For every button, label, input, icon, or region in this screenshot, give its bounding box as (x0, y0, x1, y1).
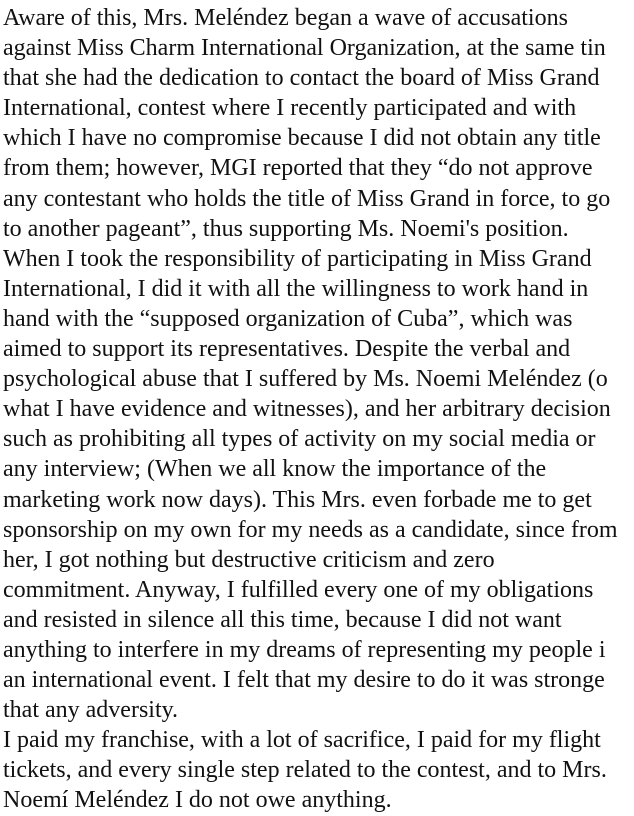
text-line: her, I got nothing but destructive criticism and zero (3, 546, 495, 573)
text-line: psychological abuse that I suffered by Ms. Noemi Meléndez (o (3, 366, 608, 393)
text-line: hand with the “supposed organization of Cuba”, which was (3, 305, 573, 332)
text-line: International, contest where I recently participated and with (3, 95, 577, 122)
text-line: such as prohibiting all types of activity on my social media or (3, 426, 596, 453)
text-line: and resisted in silence all this time, because I did not want (3, 606, 562, 633)
text-line: When I took the responsibility of participating in Miss Grand (3, 245, 592, 272)
text-line: any contestant who holds the title of Miss Grand in force, to go (3, 185, 611, 212)
text-line: from them; however, MGI reported that they “do not approve (3, 155, 593, 182)
text-line: sponsorship on my own for my needs as a candidate, since from (3, 516, 618, 543)
text-line: that any adversity. (3, 697, 179, 724)
text-line: International, I did it with all the willingness to work hand in (3, 275, 589, 302)
statement-text (3, 3, 634, 816)
text-line: Noemí Meléndez I do not owe anything. (3, 787, 392, 814)
text-line: anything to interfere in my dreams of representing my people i (3, 636, 606, 663)
text-line: an international event. I felt that my desire to do it was stronge (3, 667, 605, 694)
text-line: commitment. Anyway, I fulfilled every one of my obligations (3, 576, 594, 603)
text-line: I paid my franchise, with a lot of sacrifice, I paid for my flight (3, 727, 601, 754)
text-line: to another pageant”, thus supporting Ms. Noemi's position. (3, 215, 569, 242)
text-line: against Miss Charm International Organization, at the same tin (3, 35, 606, 62)
text-line: tickets, and every single step related to the contest, and to Mrs. (3, 757, 607, 784)
text-line: any interview; (When we all know the importance of the (3, 456, 547, 483)
text-line: marketing work now days). This Mrs. even forbade me to get (3, 486, 592, 513)
text-line: that she had the dedication to contact the board of Miss Grand (3, 65, 600, 92)
text-line: Aware of this, Mrs. Meléndez began a wave of accusations (3, 5, 568, 31)
text-line: aimed to support its representatives. Despite the verbal and (3, 336, 571, 363)
text-line: which I have no compromise because I did not obtain any title (3, 125, 601, 152)
text-line: what I have evidence and witnesses), and her arbitrary decision (3, 396, 611, 423)
